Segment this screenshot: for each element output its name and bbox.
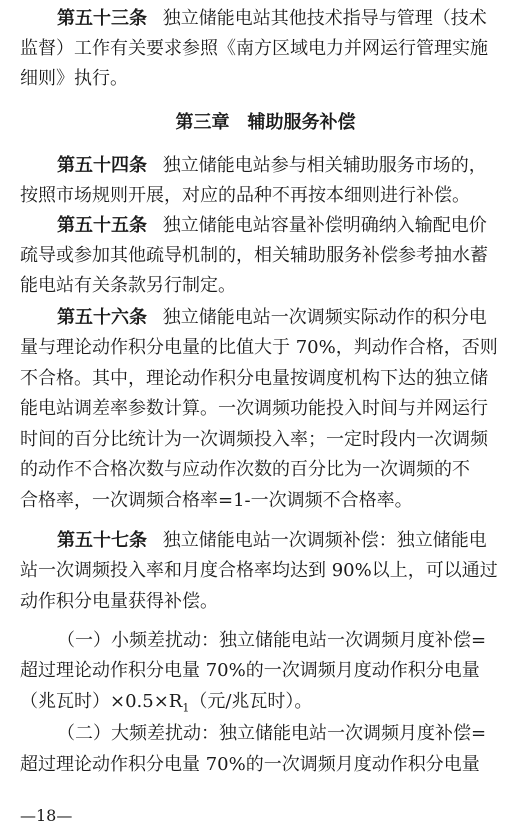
- item-1-formula-subscript: 1: [182, 701, 190, 715]
- article-54-text-1: 独立储能电站参与相关辅助服务市场的，: [162, 155, 487, 176]
- article-55-heading: 第五十五条: [57, 215, 147, 236]
- article-53-line-2: 监督）工作有关要求参照《南方区域电力并网运行管理实施: [20, 38, 488, 59]
- article-57-line-3: 动作积分电量获得补偿。: [20, 591, 218, 612]
- article-54-line-2: 按照市场规则开展，对应的品种不再按本细则进行补偿。: [20, 185, 470, 206]
- article-53-heading: 第五十三条: [57, 8, 147, 29]
- article-56-heading: 第五十六条: [57, 307, 147, 328]
- article-57-text-1: 独立储能电站一次调频补偿：独立储能电: [162, 530, 487, 551]
- item-1-formula-suffix: （元/兆瓦时）。: [189, 691, 313, 712]
- article-57-line-2: 站一次调频投入率和月度合格率均达到 90%以上，可以通过: [20, 560, 498, 581]
- article-53-text-1: 独立储能电站其他技术指导与管理（技术: [162, 8, 487, 29]
- article-56-line-2: 量与理论动作积分电量的比值大于 70%，判动作合格，否则: [20, 337, 498, 358]
- article-56-text-1: 独立储能电站一次调频实际动作的积分电: [162, 307, 487, 328]
- article-56-line-3: 不合格。其中，理论动作积分电量按调度机构下达的独立储: [20, 368, 488, 389]
- chapter-title: 第三章 辅助服务补偿: [175, 112, 356, 133]
- article-57-heading: 第五十七条: [57, 530, 147, 551]
- page-number: —18—: [20, 806, 73, 825]
- article-53-line-1: [57, 8, 487, 30]
- item-1-line-2: 超过理论动作积分电量 70%的一次调频月度动作积分电量: [20, 660, 480, 681]
- article-57-line-1: [57, 530, 487, 552]
- item-2-line-2: 超过理论动作积分电量 70%的一次调频月度动作积分电量: [20, 754, 480, 775]
- article-53-line-3: 细则》执行。: [20, 68, 128, 89]
- item-1-line-1: （一）小频差扰动：独立储能电站一次调频月度补偿=: [57, 630, 487, 651]
- article-56-line-4: 能电站调差率参数计算。一次调频功能投入时间与并网运行: [20, 398, 488, 419]
- article-56-line-5: 时间的百分比统计为一次调频投入率；一定时段内一次调频: [20, 429, 488, 450]
- article-55-line-2: 疏导或参加其他疏导机制的，相关辅助服务补偿参考抽水蓄: [20, 245, 488, 266]
- article-56-line-7: 合格率，一次调频合格率=1-一次调频不合格率。: [20, 490, 413, 511]
- item-1-line-3: [20, 691, 312, 713]
- item-2-line-1: （二）大频差扰动：独立储能电站一次调频月度补偿=: [57, 723, 487, 744]
- article-55-text-1: 独立储能电站容量补偿明确纳入输配电价: [162, 215, 487, 236]
- article-56-line-6: 的动作不合格次数与应动作次数的百分比为一次调频的不: [20, 459, 470, 480]
- article-55-line-3: 能电站有关条款另行制定。: [20, 275, 236, 296]
- article-56-line-1: [57, 307, 487, 329]
- article-54-line-1: [57, 155, 487, 177]
- article-54-heading: 第五十四条: [57, 155, 147, 176]
- item-1-formula-prefix: （兆瓦时）×0.5×R: [20, 691, 183, 712]
- article-55-line-1: [57, 215, 487, 237]
